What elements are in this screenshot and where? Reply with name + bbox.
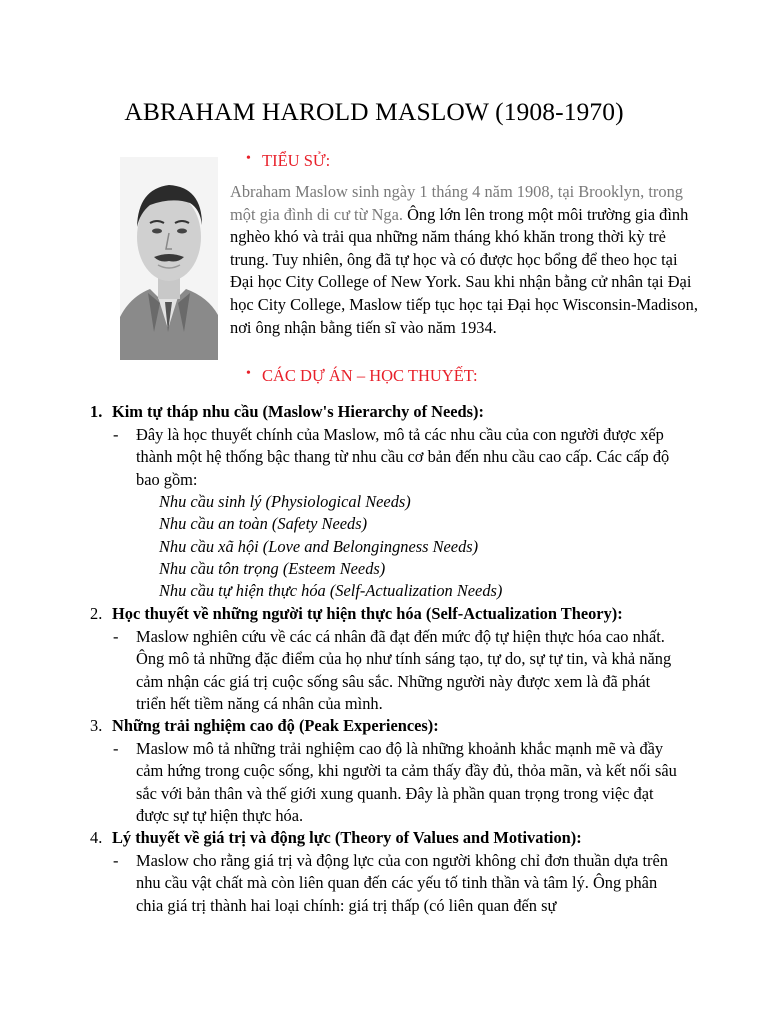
bio-heading-label: TIỂU SỬ: [262, 151, 331, 170]
page-title: ABRAHAM HAROLD MASLOW (1908-1970) [124, 97, 624, 126]
theory-text: Maslow nghiên cứu về các cá nhân đã đạt đến mức độ tự hiện thực hóa cao nhất. Ông mô tả những đặc điểm của họ như tính sáng tạo, tự do, sự tự tin, và khả năng cảm nhận các giá trị cuộc sống sâu sắc. Những người này được xem là đã phát triển hết tiềm năng cá nhân của mình. [136, 627, 672, 713]
theory-title: Lý thuyết về giá trị và động lực (Theory of Values and Motivation): [112, 828, 582, 847]
needs-level: Nhu cầu sinh lý (Physiological Needs) [159, 492, 411, 511]
dash-icon: - [113, 425, 119, 444]
bio-heading [246, 151, 331, 171]
projects-heading-label: CÁC DỰ ÁN – HỌC THUYẾT: [262, 366, 478, 385]
theory-description-2 [113, 626, 681, 715]
theory-description-1 [113, 424, 681, 491]
bio-text: Ông lớn lên trong một môi trường gia đình nghèo khó và trải qua những năm tháng khó khăn trong thời kỳ trẻ trung. Tuy nhiên, ông đã tự học và có được học bổng để theo học tại Đại học City College of New York. Sau khi nhận bằng cử nhân tại Đại học City College, Maslow tiếp tục học tại Đại học Wisconsin-Madison, nơi ông nhận bằng tiến sĩ vào năm 1934. [230, 204, 698, 337]
needs-level: Nhu cầu xã hội (Love and Belongingness Needs) [159, 536, 479, 556]
projects-heading [246, 366, 478, 386]
theory-description-3 [113, 738, 681, 827]
theory-text: Maslow cho rằng giá trị và động lực của con người không chỉ đơn thuần dựa trên nhu cầu vật chất mà còn liên quan đến các yếu tố tinh thần và tâm lý. Ông phân chia giá trị thành hai loại chính: giá trị thấp (có liên quan đến sự [136, 851, 668, 915]
portrait-photo [120, 157, 218, 360]
theory-title: Những trải nghiệm cao độ (Peak Experiences): [112, 716, 439, 735]
theory-number: 2. [90, 604, 103, 623]
theory-number: 1. [90, 402, 103, 421]
theory-text: Maslow mô tả những trải nghiệm cao độ là những khoảnh khắc mạnh mẽ và đầy cảm hứng trong cuộc sống, khi người ta cảm thấy đầy đủ, thỏa mãn, và kết nối sâu sắc với bản thân và thế giới xung quanh. Đây là phần quan trọng trong việc đạt được sự tự hiện thực hóa. [136, 739, 677, 825]
bio-text-gray: Abraham Maslow sinh ngày 1 tháng 4 năm 1908, tại Brooklyn, trong một gia đình di cư từ Nga. [230, 182, 683, 224]
theory-number: 4. [90, 828, 103, 847]
theory-text: Đây là học thuyết chính của Maslow, mô tả các nhu cầu của con người được xếp thành một hệ thống bậc thang từ nhu cầu cơ bản đến nhu cầu cao cấp. Các cấp độ bao gồm: [136, 425, 670, 489]
theory-description-4 [113, 850, 681, 917]
bullet-icon: • [246, 151, 251, 166]
theory-heading-2 [90, 603, 623, 625]
bullet-icon: • [246, 366, 251, 381]
theory-heading-4 [90, 827, 582, 849]
theory-title: Kim tự tháp nhu cầu (Maslow's Hierarchy of Needs): [112, 402, 484, 421]
theory-title: Học thuyết về những người tự hiện thực hóa (Self-Actualization Theory): [112, 604, 623, 623]
dash-icon: - [113, 739, 119, 758]
dash-icon: - [113, 851, 119, 870]
dash-icon: - [113, 627, 119, 646]
theory-heading-3 [90, 715, 439, 737]
theory-heading-1 [90, 401, 484, 423]
needs-level: Nhu cầu tự hiện thực hóa (Self-Actualization Needs) [159, 581, 503, 601]
theory-number: 3. [90, 716, 103, 735]
needs-level: Nhu cầu an toàn (Safety Needs) [159, 514, 368, 534]
portrait-icon [120, 157, 218, 360]
needs-levels-list [159, 491, 502, 602]
needs-level: Nhu cầu tôn trọng (Esteem Needs) [159, 558, 386, 578]
bio-paragraph [230, 181, 700, 339]
